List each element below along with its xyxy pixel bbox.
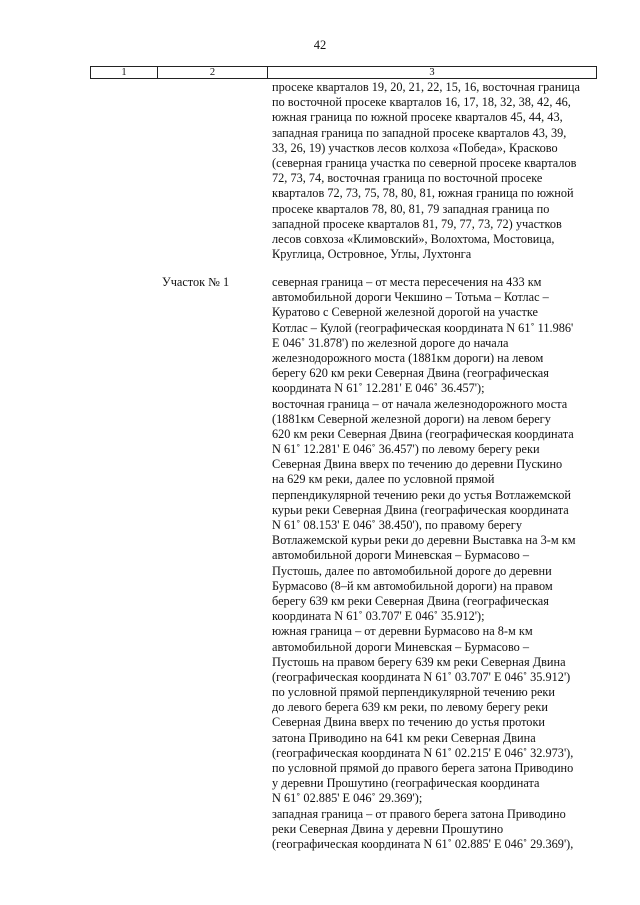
text-line: (географическая координата N 61˚ 02.215' E 046˚ 32.973'), (272, 745, 574, 760)
text-line: восточная граница – от начала железнодорожного моста (272, 396, 568, 411)
text-line: берегу 620 км реки Северная Двина (географическая (272, 366, 549, 381)
text-line: Вотлажемской курьи реки до деревни Выставка на 3-м км (272, 533, 576, 548)
text-line: 72, 73, 74, восточная граница по восточной просеке (272, 171, 543, 186)
continuation-text (272, 80, 602, 262)
text-line: по условной прямой до правого берега затона Приводино (272, 761, 574, 775)
text-line: северная граница – от места пересечения на 433 км (272, 275, 542, 289)
text-line: N 61˚ 12.281' E 046˚ 36.457') по левому берегу реки (272, 442, 540, 457)
text-line: западная граница – от правого берега затона Приводино (272, 806, 566, 821)
text-line: Северная Двина вверх по течению до деревни Пускино (272, 457, 563, 472)
text-line: Куратово с Северной железной дорогой на участке (272, 305, 538, 320)
text-line: у деревни Прошутино (географическая координата (272, 776, 540, 791)
text-line: автомобильной дороги Чекшино – Тотьма – Котлас – (272, 290, 549, 305)
column-2-header: 2 (158, 67, 268, 78)
text-line: (1881км Северной железной дороги) на левом берегу (272, 411, 551, 426)
section-label: Участок № 1 (162, 275, 230, 289)
text-line: (географическая координата N 61˚ 03.707' E 046˚ 35.912') (272, 669, 571, 684)
text-line: берегу 639 км реки Северная Двина (географическая (272, 593, 549, 608)
text-line: перпендикулярной течению реки до устья Вотлажемской (272, 487, 571, 502)
text-line: Пустошь на правом берегу 639 км реки Северная Двина (272, 654, 566, 669)
text-line: автомобильной дороги Миневская – Бурмасово – (272, 548, 530, 563)
text-line: координата N 61˚ 12.281' E 046˚ 36.457'); (272, 381, 485, 396)
text-line: на 629 км реки, далее по условной прямой (272, 472, 495, 487)
text-line: просеке кварталов 19, 20, 21, 22, 15, 16, восточная граница (272, 80, 580, 94)
text-line: кварталов 72, 73, 75, 78, 80, 81, южная граница по южной (272, 186, 574, 201)
text-line: Пустошь, далее по автомобильной дороге до деревни (272, 563, 552, 578)
text-line: железнодорожного моста (1881км дороги) на левом (272, 350, 544, 365)
text-line: координата N 61˚ 03.707' E 046˚ 35.912'); (272, 609, 485, 624)
text-line: реки Северная Двина у деревни Прошутино (272, 821, 504, 836)
column-3-header: 3 (429, 67, 435, 78)
text-line: Бурмасово (8–й км автомобильной дороги) на правом (272, 578, 553, 593)
text-line: 33, 26, 19) участков лесов колхоза «Победа», Красково (272, 140, 558, 155)
page-number: 42 (313, 38, 327, 52)
table-column-header (90, 66, 597, 79)
text-line: автомобильной дороги Миневская – Бурмасово – (272, 639, 530, 654)
column-1-header: 1 (91, 67, 158, 78)
text-line: по условной прямой перпендикулярной течению реки (272, 685, 555, 700)
text-line: Котлас – Кулой (географическая координата N 61˚ 11.986' (272, 320, 574, 335)
text-line: (географическая координата N 61˚ 02.885' E 046˚ 29.369'), (272, 836, 574, 851)
text-line: западная граница по западной просеке кварталов 43, 39, (272, 125, 567, 140)
text-line: курьи реки Северная Двина (географическая координата (272, 502, 569, 517)
text-line: N 61˚ 08.153' E 046˚ 38.450'), по правому берегу (272, 518, 522, 532)
text-line: по восточной просеке кварталов 16, 17, 18, 32, 38, 42, 46, (272, 95, 571, 110)
text-line: западной просеке кварталов 81, 79, 77, 73, 72) участков (272, 216, 562, 231)
text-line: южная граница по южной просеке кварталов 45, 44, 43, (272, 110, 563, 125)
text-line: лесов совхоза «Климовский», Волохтома, Мостовица, (272, 231, 555, 246)
text-line: до левого берега 639 км реки, по левому берегу реки (272, 700, 548, 715)
text-line: Круглица, Островное, Углы, Лухтонга (272, 247, 472, 262)
text-line: (северная граница участка по северной просеке кварталов (272, 155, 577, 170)
text-line: N 61˚ 02.885' E 046˚ 29.369'); (272, 791, 423, 806)
text-line: южная граница – от деревни Бурмасово на 8-м км (272, 624, 533, 639)
text-line: просеке кварталов 78, 80, 81, 79 западная граница по (272, 201, 550, 216)
text-line: E 046˚ 31.878') по железной дороге до начала (272, 335, 509, 350)
section-description (272, 275, 602, 852)
text-line: Северная Двина вверх по течению до устья протоки (272, 715, 545, 730)
text-line: затона Приводино на 641 км реки Северная Двина (272, 730, 536, 745)
text-line: 620 км реки Северная Двина (географическая координата (272, 426, 574, 441)
